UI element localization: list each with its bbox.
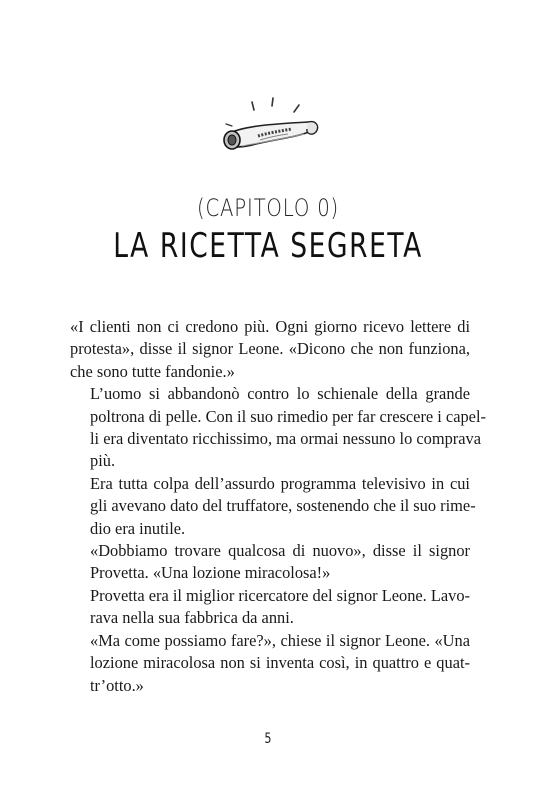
paragraph (70, 540, 470, 585)
text-line: lozione miracolosa non si inventa così, in quattro e quat- (90, 653, 470, 673)
text-line: dio era inutile. (90, 518, 186, 538)
text-line: L’uomo si abbandonò contro lo schienale della grande (90, 384, 470, 404)
chapter-body-text (70, 316, 486, 697)
text-line: che sono tutte fandonie.» (70, 361, 235, 381)
paragraph (70, 585, 470, 630)
text-line: Provetta. «Una lozione miracolosa!» (90, 563, 331, 583)
text-line: poltrona di pelle. Con il suo rimedio per far crescere i capel- (90, 406, 486, 426)
rolled-paper-scroll-icon (212, 96, 332, 162)
text-line: «I clienti non ci credono più. Ogni giorno ricevo lettere di (70, 317, 470, 336)
text-line: protesta», disse il signor Leone. «Dicono che non funziona, (70, 339, 470, 359)
text-line: «Ma come possiamo fare?», chiese il signor Leone. «Una (90, 630, 470, 650)
text-line: più. (90, 451, 116, 471)
page-number: 5 (264, 731, 272, 747)
chapter-title: LA RICETTA SEGRETA (113, 226, 423, 266)
text-line: tr’otto.» (90, 675, 144, 695)
text-line: Provetta era il miglior ricercatore del signor Leone. Lavo- (90, 585, 471, 605)
text-line: rava nella sua fabbrica da anni. (90, 608, 294, 628)
paragraph (70, 630, 470, 697)
chapter-label: (CAPITOLO 0) (196, 194, 340, 222)
paragraph (70, 316, 470, 383)
text-line: gli avevano dato del truffatore, sostenendo che il suo rime- (90, 496, 476, 516)
text-line: «Dobbiamo trovare qualcosa di nuovo», disse il signor (90, 541, 470, 561)
paragraph (70, 383, 486, 473)
text-line: Era tutta colpa dell’assurdo programma televisivo in cui (90, 473, 470, 493)
text-line: li era diventato ricchissimo, ma ormai nessuno lo comprava (90, 429, 481, 449)
paragraph (70, 473, 476, 540)
